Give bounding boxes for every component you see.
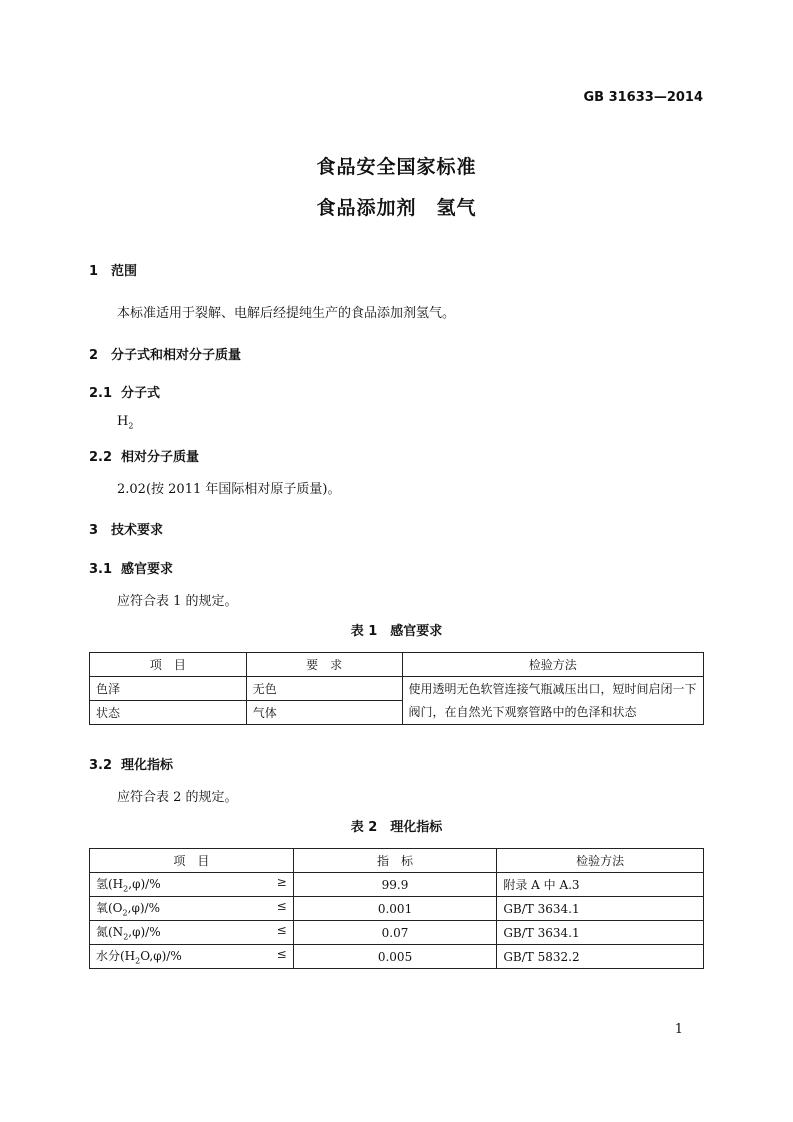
table-2 [89,848,704,969]
column-header: 检验方法 [497,849,704,873]
table-cell-item: 色泽 [90,677,247,701]
table-cell-value: 0.001 [293,897,497,921]
column-header: 指 标 [293,849,497,873]
molecular-mass-text: 2.02(按 2011 年国际相对原子质量)。 [117,482,341,497]
comparison-symbol: ≤ [276,899,287,914]
section-title: 分子式 [121,386,161,401]
formula-subscript: 2 [128,421,134,431]
table-row [90,945,704,969]
item-name-suffix: O,φ)/% [140,949,182,964]
document-title: 食品安全国家标准 [316,156,477,178]
item-name: 氢(H [96,877,124,892]
section-3-2-heading [89,754,173,773]
table-row [90,873,704,897]
comparison-symbol: ≤ [276,947,287,962]
table-cell-value: 99.9 [293,873,497,897]
table-header-row [90,849,704,873]
item-name-suffix: ,φ)/% [128,877,161,892]
formula-element: H [117,414,129,429]
table-row [90,921,704,945]
section-number: 1 [89,264,99,279]
column-header: 项 目 [90,653,247,677]
comparison-symbol: ≤ [276,923,287,938]
page-number: 1 [674,1022,683,1037]
table-cell-item: 状态 [90,701,247,725]
section-number: 2.2 [89,450,113,465]
section-title: 感官要求 [121,562,174,577]
section-title: 技术要求 [111,523,164,538]
section-title: 分子式和相对分子质量 [111,348,242,363]
section-number: 3.1 [89,562,113,577]
section-number: 2 [89,348,99,363]
table-cell-method: 附录 A 中 A.3 [497,873,704,897]
column-header: 要 求 [246,653,402,677]
table-row [90,677,704,701]
table-header-row [90,653,704,677]
comparison-symbol: ≥ [276,875,287,890]
item-subscript: 2 [122,908,128,918]
table-cell-item [90,945,294,969]
item-name-suffix: ,φ)/% [128,925,161,940]
item-name-suffix: ,φ)/% [127,901,160,916]
section-2-1-heading [89,382,160,401]
column-header: 项 目 [90,849,294,873]
table-cell-requirement: 气体 [246,701,402,725]
section-number: 2.1 [89,386,113,401]
table-cell-requirement: 无色 [246,677,402,701]
section-1-text: 本标准适用于裂解、电解后经提纯生产的食品添加剂氢气。 [117,306,456,321]
section-2-2-heading [89,446,199,465]
section-title: 理化指标 [121,758,174,773]
section-number: 3 [89,523,99,538]
section-title: 范围 [111,264,138,279]
table-cell-value: 0.07 [293,921,497,945]
standard-code: GB 31633—2014 [583,90,703,105]
table-cell-item [90,873,294,897]
section-number: 3.2 [89,758,113,773]
table-cell-item [90,921,294,945]
section-3-1-text: 应符合表 1 的规定。 [117,594,238,609]
table-cell-value: 0.005 [293,945,497,969]
item-name: 氮(N [96,925,124,940]
item-subscript: 2 [123,932,129,942]
item-name: 水分(H [96,949,136,964]
item-subscript: 2 [123,884,129,894]
section-3-1-heading [89,558,173,577]
section-2-heading [89,344,241,363]
table-cell-method: 使用透明无色软管连接气瓶减压出口，短时间启闭一下阀门，在自然光下观察管路中的色泽和状态 [402,677,704,725]
section-1-heading [89,260,137,279]
table-cell-method: GB/T 5832.2 [497,945,704,969]
item-name: 氧(O [96,901,123,916]
table-2-caption: 表 2 理化指标 [350,820,443,835]
table-1-caption: 表 1 感官要求 [350,624,443,639]
table-cell-item [90,897,294,921]
table-cell-method: GB/T 3634.1 [497,921,704,945]
molecular-formula [117,414,133,431]
section-3-2-text: 应符合表 2 的规定。 [117,790,238,805]
table-1 [89,652,704,725]
section-title: 相对分子质量 [121,450,200,465]
document-subtitle: 食品添加剂 氢气 [316,197,477,219]
table-row [90,897,704,921]
table-cell-method: GB/T 3634.1 [497,897,704,921]
section-3-heading [89,519,163,538]
item-subscript: 2 [135,956,141,966]
column-header: 检验方法 [402,653,704,677]
